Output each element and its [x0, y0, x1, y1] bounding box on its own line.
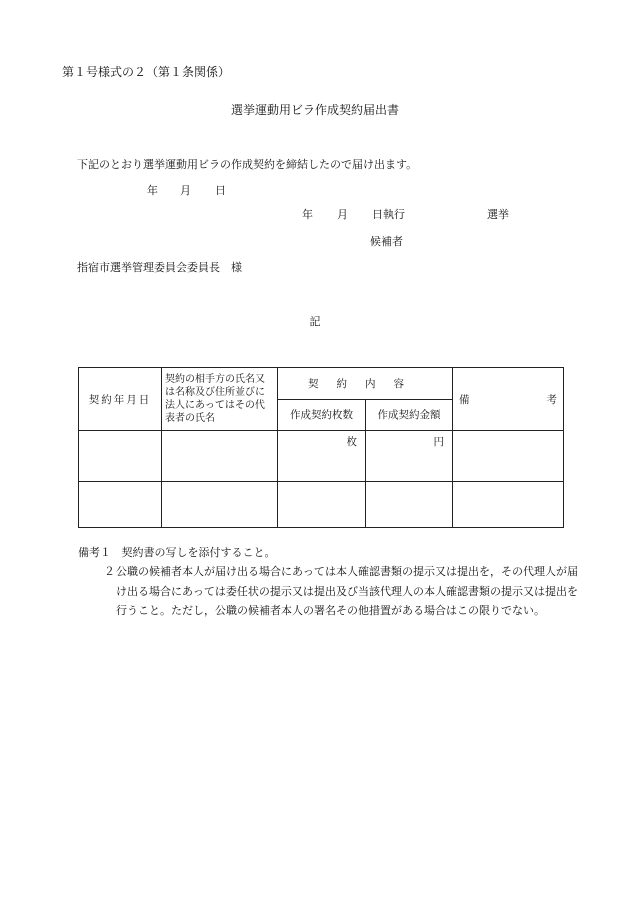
cell-remarks[interactable]: [453, 482, 564, 528]
unit-count: 枚: [346, 436, 357, 448]
notes-section: [78, 543, 578, 620]
header-contract-date: 契約年月日: [79, 368, 162, 431]
election-day-exec-label: 日執行: [372, 208, 405, 221]
cell-amount[interactable]: [366, 431, 453, 482]
header-contract-content-text: 契約内容: [308, 377, 422, 390]
cell-date[interactable]: [79, 482, 162, 528]
ki-label: 記: [309, 315, 321, 328]
intro-text: 下記のとおり選挙運動用ビラの作成契約を締結したので届け出ます。: [77, 158, 418, 171]
cell-party[interactable]: [162, 431, 278, 482]
header-contract-party: 契約の相手方の氏名又は名称及び住所並びに法人にあってはその代表者の氏名: [162, 368, 278, 431]
table-header-row: [79, 368, 564, 400]
note-2-number: ２: [104, 565, 115, 579]
header-remarks-a: 備: [459, 393, 470, 406]
cell-count[interactable]: [278, 482, 366, 528]
header-amount: 作成契約金額: [366, 399, 453, 431]
table-row: [79, 482, 564, 528]
cell-count[interactable]: [278, 431, 366, 482]
election-date-row: [0, 208, 630, 224]
submission-date-row: [0, 184, 630, 200]
date-month-label: 月: [180, 184, 191, 197]
election-month-label: 月: [337, 208, 348, 221]
date-day-label: 日: [215, 184, 226, 197]
candidate-label: 候補者: [370, 235, 403, 248]
header-contract-content: [278, 368, 453, 400]
contract-table: [78, 367, 564, 528]
form-number: 第１号様式の２（第１条関係）: [62, 65, 231, 79]
note-1-text: 契約書の写しを添付すること。: [121, 546, 276, 559]
unit-amount: 円: [433, 436, 444, 448]
notes-label: 備考１: [78, 546, 111, 559]
note-1: [78, 543, 578, 562]
table-row: [79, 431, 564, 482]
note-2-text: 公職の候補者本人が届け出る場合にあっては本人確認書類の提示又は提出を，その代理人が届け出る場合にあっては委任状の提示又は提出及び当該代理人の本人確認書類の提示又は提出を行うこと。ただし，公職の候補者本人の署名その他措置がある場合はこの限りでない。: [116, 565, 578, 617]
header-remarks: [453, 368, 564, 431]
cell-amount[interactable]: [366, 482, 453, 528]
cell-remarks[interactable]: [453, 431, 564, 482]
election-label: 選挙: [487, 208, 509, 221]
cell-party[interactable]: [162, 482, 278, 528]
date-year-label: 年: [147, 184, 158, 197]
election-year-label: 年: [302, 208, 313, 221]
cell-date[interactable]: [79, 431, 162, 482]
addressee: 指宿市選挙管理委員会委員長 様: [77, 261, 242, 274]
header-remarks-b: 考: [546, 393, 557, 406]
note-2: [78, 562, 578, 620]
document-title: 選挙運動用ビラ作成契約届出書: [230, 103, 399, 117]
header-count: 作成契約枚数: [278, 399, 366, 431]
